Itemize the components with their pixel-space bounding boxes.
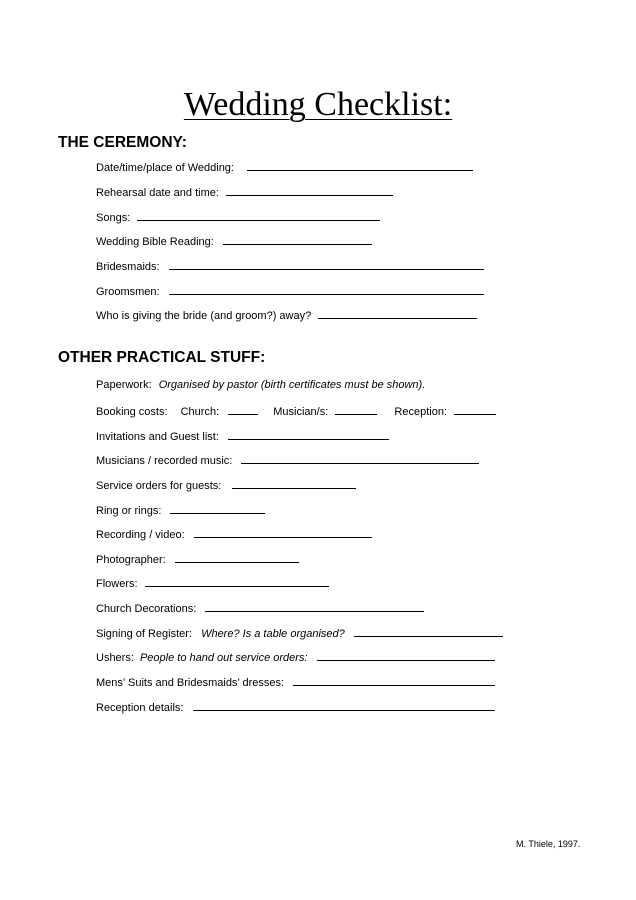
church-decorations-blank[interactable]	[205, 601, 424, 612]
field-photographer	[96, 552, 299, 566]
groomsmen-blank[interactable]	[169, 284, 484, 295]
invitations-blank[interactable]	[228, 429, 389, 440]
booking-reception-label: Reception:	[394, 406, 448, 418]
reception-details-blank[interactable]	[193, 700, 495, 711]
field-musicians	[96, 453, 479, 467]
field-date-place	[96, 160, 473, 174]
field-label: Photographer:	[96, 554, 166, 566]
field-bridesmaids	[96, 259, 484, 273]
giving-away-blank[interactable]	[318, 308, 477, 319]
field-label: Mens’ Suits and Bridesmaids’ dresses:	[96, 677, 285, 689]
booking-church-label: Church:	[180, 406, 220, 418]
date-place-blank[interactable]	[247, 160, 473, 171]
rehearsal-blank[interactable]	[226, 185, 393, 196]
field-label: Ushers:	[96, 652, 134, 664]
bible-reading-blank[interactable]	[223, 234, 372, 245]
songs-blank[interactable]	[137, 210, 380, 221]
field-label: Church Decorations:	[96, 603, 197, 615]
field-label: Bridesmaids:	[96, 261, 160, 273]
field-rehearsal	[96, 185, 393, 199]
field-label: Songs:	[96, 212, 131, 224]
musicians-blank[interactable]	[241, 453, 479, 464]
field-label: Groomsmen:	[96, 286, 160, 298]
field-invitations	[96, 429, 389, 443]
field-label: Wedding Bible Reading:	[96, 236, 214, 248]
field-label: Booking costs:	[96, 406, 168, 418]
field-paperwork	[96, 379, 425, 391]
field-label: Flowers:	[96, 578, 138, 590]
field-songs	[96, 210, 380, 224]
field-label: Musicians / recorded music:	[96, 455, 233, 467]
field-label: Date/time/place of Wedding:	[96, 162, 234, 174]
signing-register-blank[interactable]	[354, 626, 503, 637]
footer-author: M. Thiele, 1997.	[516, 839, 581, 849]
paperwork-note: Organised by pastor (birth certificates must be shown).	[158, 379, 426, 391]
field-signing-register	[96, 626, 503, 640]
field-groomsmen	[96, 284, 484, 298]
recording-blank[interactable]	[194, 527, 372, 538]
ushers-note: People to hand out service orders:	[139, 652, 308, 664]
service-orders-blank[interactable]	[232, 478, 356, 489]
booking-church-blank[interactable]	[228, 404, 258, 415]
field-service-orders	[96, 478, 356, 492]
field-label: Service orders for guests:	[96, 480, 222, 492]
booking-musicians-label: Musician/s:	[273, 406, 329, 418]
booking-musicians-blank[interactable]	[335, 404, 377, 415]
section-heading-ceremony: THE CEREMONY:	[58, 134, 187, 151]
field-ushers	[96, 650, 495, 664]
field-label: Rehearsal date and time:	[96, 187, 219, 199]
field-flowers	[96, 576, 329, 590]
section-heading-practical: OTHER PRACTICAL STUFF:	[58, 349, 266, 366]
field-label: Recording / video:	[96, 529, 185, 541]
field-recording	[96, 527, 372, 541]
photographer-blank[interactable]	[175, 552, 299, 563]
field-label: Signing of Register:	[96, 628, 192, 640]
field-reception-details	[96, 700, 495, 714]
booking-reception-blank[interactable]	[454, 404, 496, 415]
suits-dresses-blank[interactable]	[293, 675, 495, 686]
field-label: Paperwork:	[96, 379, 152, 391]
field-booking-costs	[96, 404, 496, 418]
field-bible-reading	[96, 234, 372, 248]
field-label: Who is giving the bride (and groom?) away?	[96, 310, 312, 322]
field-giving-away	[96, 308, 477, 322]
rings-blank[interactable]	[170, 503, 265, 514]
ushers-blank[interactable]	[317, 650, 495, 661]
field-label: Ring or rings:	[96, 505, 162, 517]
field-label: Invitations and Guest list:	[96, 431, 219, 443]
register-note: Where? Is a table organised?	[201, 628, 345, 640]
flowers-blank[interactable]	[145, 576, 329, 587]
field-church-decorations	[96, 601, 424, 615]
field-suits-dresses	[96, 675, 495, 689]
document-title: Wedding Checklist:	[183, 86, 453, 123]
bridesmaids-blank[interactable]	[169, 259, 484, 270]
field-label: Reception details:	[96, 702, 184, 714]
field-rings	[96, 503, 265, 517]
